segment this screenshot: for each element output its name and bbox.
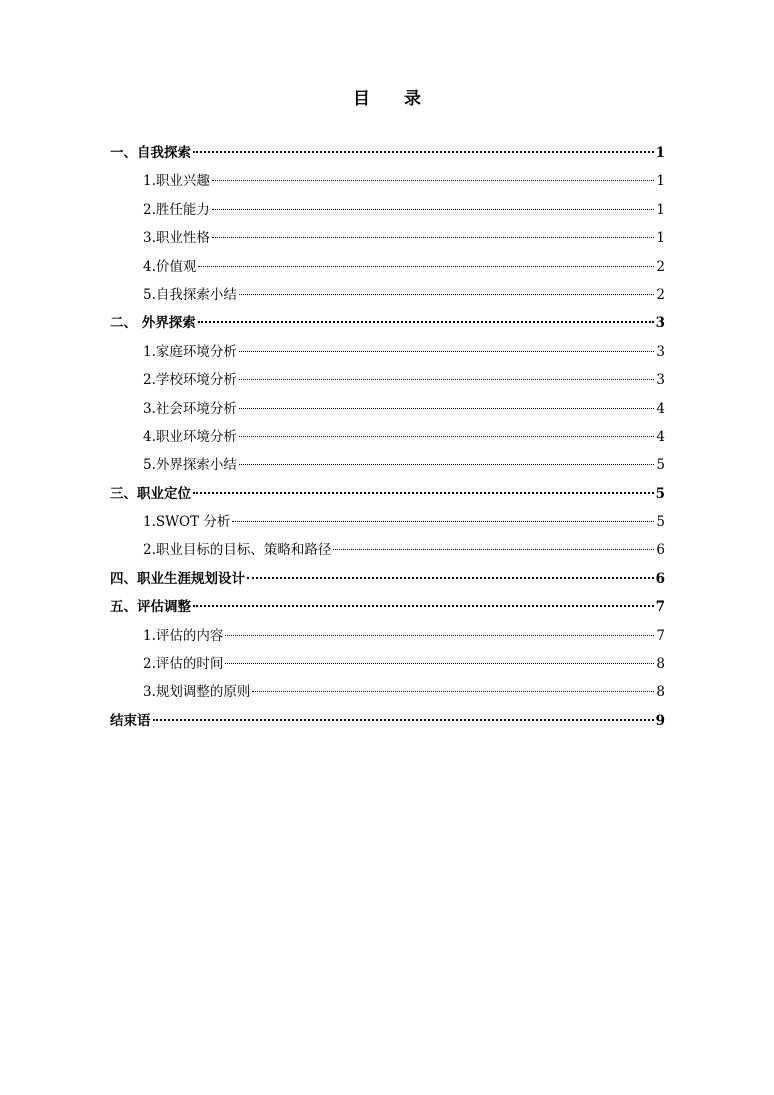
toc-dot-leader xyxy=(239,379,654,380)
toc-entry-label: 五、评估调整 xyxy=(110,599,191,616)
toc-page-number: 4 xyxy=(656,428,665,445)
toc-subsection-entry[interactable] xyxy=(110,196,665,224)
toc-dot-leader xyxy=(212,180,654,181)
toc-entry-label: 2.评估的时间 xyxy=(143,656,224,673)
toc-subsection-entry[interactable] xyxy=(110,678,665,706)
toc-dot-leader xyxy=(239,294,654,295)
toc-section-entry[interactable] xyxy=(110,593,665,621)
toc-dot-leader xyxy=(239,408,654,409)
toc-entry-label: 5.外界探索小结 xyxy=(143,457,237,474)
toc-page-number: 4 xyxy=(656,400,665,417)
toc-dot-leader xyxy=(193,492,654,494)
toc-entry-label: 3.规划调整的原则 xyxy=(143,684,251,701)
toc-page-number: 1 xyxy=(655,145,665,161)
toc-dot-leader xyxy=(193,151,654,153)
toc-entry-label: 二、 外界探索 xyxy=(110,315,196,332)
toc-section-entry[interactable] xyxy=(110,565,665,593)
toc-entry-label: 5.自我探索小结 xyxy=(143,286,237,303)
toc-page-number: 1 xyxy=(656,230,665,247)
toc-section-entry[interactable] xyxy=(110,480,665,508)
toc-subsection-entry[interactable] xyxy=(110,167,665,195)
toc-entry-label: 4.职业环境分析 xyxy=(143,428,237,445)
toc-entry-label: 3.社会环境分析 xyxy=(143,400,237,417)
toc-subsection-entry[interactable] xyxy=(110,224,665,252)
toc-dot-leader xyxy=(212,237,654,238)
toc-dot-leader xyxy=(252,691,654,692)
toc-page-number: 2 xyxy=(656,286,665,303)
toc-page-number: 1 xyxy=(656,201,665,218)
toc-dot-leader xyxy=(247,577,654,579)
toc-entry-label: 2.学校环境分析 xyxy=(143,372,237,389)
toc-page-number: 7 xyxy=(656,627,665,644)
toc-entry-label: 三、职业定位 xyxy=(110,485,191,502)
toc-page-number: 9 xyxy=(655,712,665,729)
toc-page-number: 5 xyxy=(656,514,665,531)
toc-page-number: 8 xyxy=(656,656,665,673)
toc-subsection-entry[interactable] xyxy=(110,451,665,479)
toc-dot-leader xyxy=(212,209,654,210)
toc-page-number: 5 xyxy=(655,485,665,502)
toc-subsection-entry[interactable] xyxy=(110,338,665,366)
toc-dot-leader xyxy=(198,266,654,267)
toc-section-entry[interactable] xyxy=(110,309,665,337)
toc-dot-leader xyxy=(239,464,654,465)
toc-dot-leader xyxy=(193,605,654,607)
toc-dot-leader xyxy=(239,436,654,437)
toc-entry-label: 3.职业性格 xyxy=(143,230,210,247)
toc-page-number: 6 xyxy=(655,570,665,587)
table-of-contents xyxy=(110,139,665,735)
toc-page-number: 3 xyxy=(656,343,665,360)
toc-subsection-entry[interactable] xyxy=(110,395,665,423)
toc-subsection-entry[interactable] xyxy=(110,253,665,281)
toc-entry-label: 2.职业目标的目标、策略和路径 xyxy=(143,542,332,559)
toc-entry-label: 结束语 xyxy=(110,712,151,729)
toc-page-number: 3 xyxy=(655,315,665,332)
toc-entry-label: 1.家庭环境分析 xyxy=(143,343,237,360)
toc-subsection-entry[interactable] xyxy=(110,423,665,451)
toc-subsection-entry[interactable] xyxy=(110,536,665,564)
toc-title: 目 录 xyxy=(353,89,435,109)
toc-entry-label: 1.SWOT 分析 xyxy=(143,514,231,531)
toc-entry-label: 2.胜任能力 xyxy=(143,201,210,218)
toc-page-number: 3 xyxy=(656,372,665,389)
toc-dot-leader xyxy=(239,351,654,352)
toc-subsection-entry[interactable] xyxy=(110,366,665,394)
toc-section-entry[interactable] xyxy=(110,139,665,167)
toc-page-number: 7 xyxy=(655,599,665,616)
toc-dot-leader xyxy=(232,521,654,522)
toc-dot-leader xyxy=(198,321,654,323)
toc-dot-leader xyxy=(153,719,654,721)
toc-subsection-entry[interactable] xyxy=(110,508,665,536)
toc-entry-label: 一、自我探索 xyxy=(110,145,191,161)
toc-dot-leader xyxy=(225,635,654,636)
toc-page-number: 6 xyxy=(656,542,665,559)
toc-entry-label: 1.职业兴趣 xyxy=(143,173,210,190)
toc-page-number: 2 xyxy=(656,258,665,275)
toc-subsection-entry[interactable] xyxy=(110,281,665,309)
toc-entry-label: 1.评估的内容 xyxy=(143,627,224,644)
toc-page-number: 1 xyxy=(656,173,665,190)
toc-dot-leader xyxy=(333,549,654,550)
toc-entry-label: 4.价值观 xyxy=(143,258,197,275)
toc-page-number: 5 xyxy=(656,457,665,474)
toc-dot-leader xyxy=(225,663,654,664)
toc-page-number: 8 xyxy=(656,684,665,701)
toc-subsection-entry[interactable] xyxy=(110,622,665,650)
toc-entry-label: 四、职业生涯规划设计 xyxy=(110,570,245,587)
toc-subsection-entry[interactable] xyxy=(110,650,665,678)
toc-section-entry[interactable] xyxy=(110,707,665,735)
